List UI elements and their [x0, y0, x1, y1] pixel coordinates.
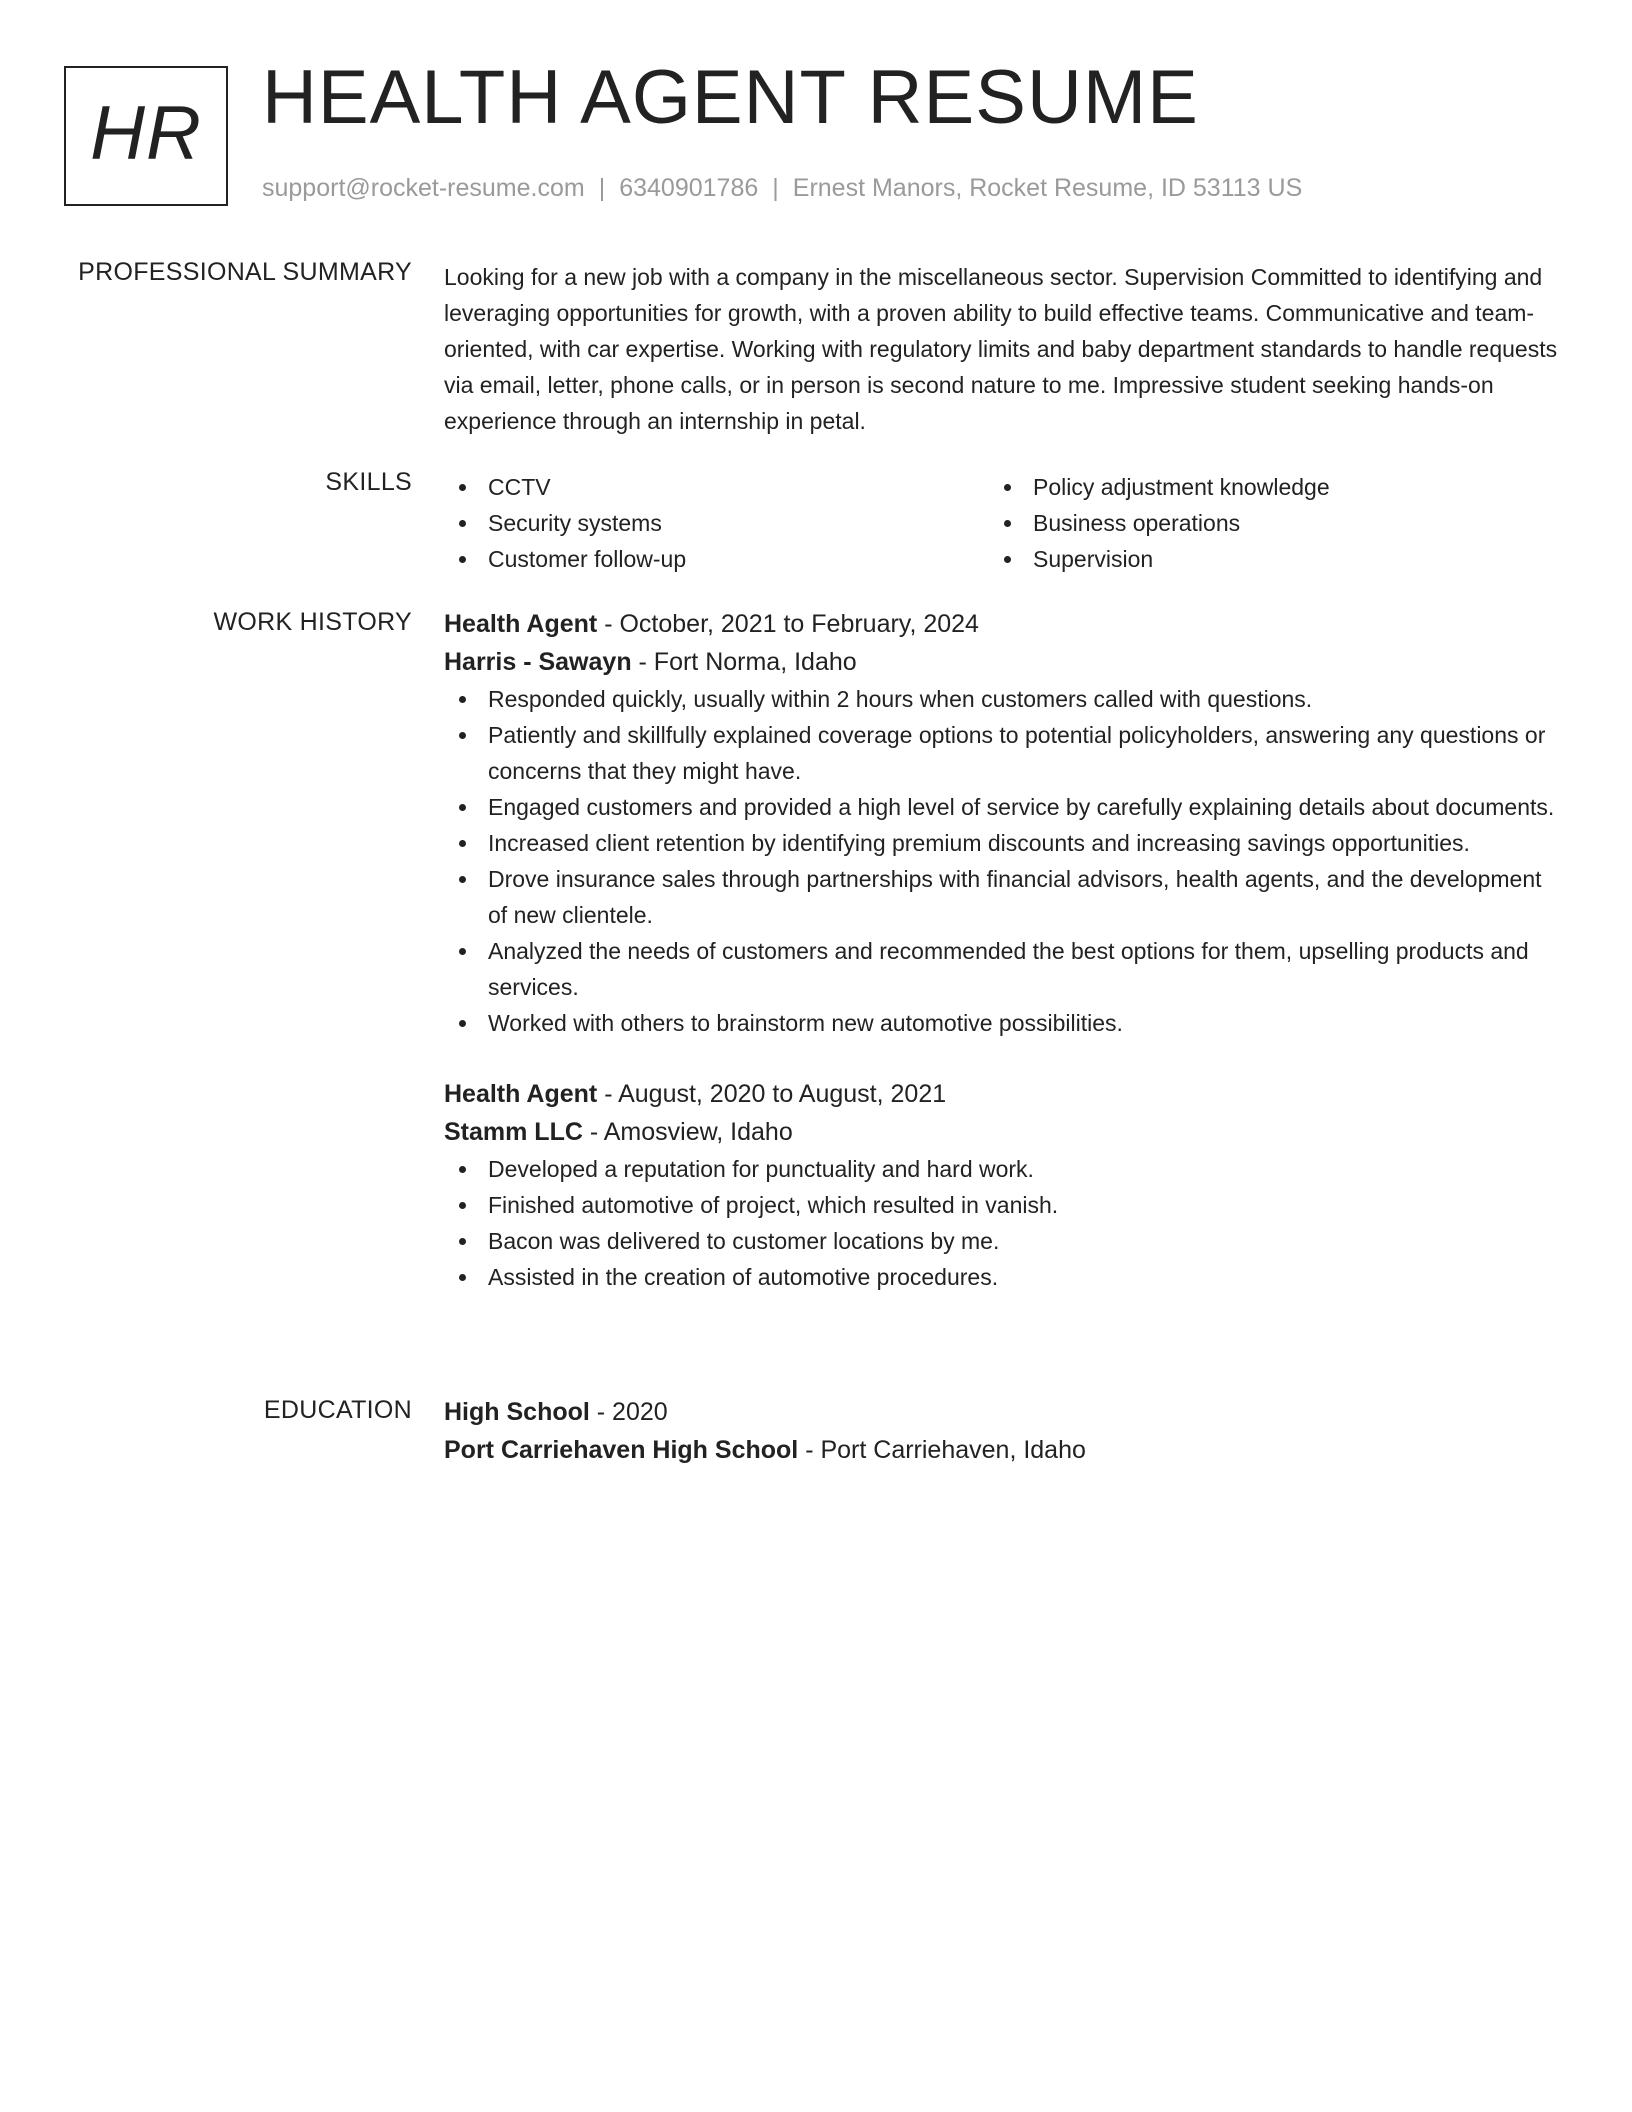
job-company-line [444, 643, 1564, 681]
skill-item: Supervision [989, 541, 1534, 577]
work-history-body [444, 605, 1564, 1295]
job-bullet: Bacon was delivered to customer locations by me. [444, 1223, 1564, 1259]
job-company: Stamm LLC [444, 1118, 583, 1146]
job-dates: - October, 2021 to February, 2024 [597, 610, 979, 638]
education-year: - 2020 [589, 1398, 668, 1426]
contact-address: Ernest Manors, Rocket Resume, ID 53113 US [792, 174, 1303, 202]
summary-body [444, 259, 1564, 439]
job-bullet: Engaged customers and provided a high level of service by carefully explaining details about documents. [444, 789, 1564, 825]
skill-item: Business operations [989, 505, 1534, 541]
job-company: Harris - Sawayn [444, 648, 632, 676]
job-bullet-list [444, 681, 1564, 1041]
summary-text: Looking for a new job with a company in the miscellaneous sector. Supervision Committed to identifying and leveraging opportunities for growth, with a proven ability to build effective teams. Communicative and team-oriented, with car expertise. Working with regulatory limits and baby department standards to handle requests via email, letter, phone calls, or in person is second nature to me. Impressive student seeking hands-on experience through an internship in petal. [444, 264, 1558, 434]
job-title: Health Agent [444, 610, 598, 638]
job-bullet: Assisted in the creation of automotive procedures. [444, 1259, 1564, 1295]
contact-phone[interactable]: 6340901786 [619, 174, 759, 202]
job-dates: - August, 2020 to August, 2021 [597, 1080, 947, 1108]
job-location: - Fort Norma, Idaho [631, 648, 857, 676]
skill-item: Customer follow-up [444, 541, 989, 577]
job-bullet: Finished automotive of project, which resulted in vanish. [444, 1187, 1564, 1223]
job-location: - Amosview, Idaho [582, 1118, 793, 1146]
skills-heading: SKILLS [325, 468, 412, 496]
skill-item: Policy adjustment knowledge [989, 469, 1534, 505]
contact-email[interactable]: support@rocket-resume.com [262, 174, 585, 202]
skills-column-right [989, 469, 1534, 577]
education-location: - Port Carriehaven, Idaho [798, 1436, 1086, 1464]
work-history-heading: WORK HISTORY [213, 608, 412, 636]
education-school-line [444, 1431, 1564, 1469]
job-bullet: Increased client retention by identifying premium discounts and increasing savings opportunities. [444, 825, 1564, 861]
contact-separator: | [772, 174, 779, 202]
job-title: Health Agent [444, 1080, 598, 1108]
contact-line [262, 174, 1302, 203]
skills-body [444, 469, 1564, 577]
education-degree-line [444, 1393, 1564, 1431]
skills-column-left [444, 469, 989, 577]
skill-item: CCTV [444, 469, 989, 505]
education-body [444, 1393, 1564, 1469]
job-bullet-list [444, 1151, 1564, 1295]
job-bullet: Analyzed the needs of customers and recommended the best options for them, upselling products and services. [444, 933, 1564, 1005]
job-entry [444, 605, 1564, 1041]
skill-item: Security systems [444, 505, 989, 541]
job-entry [444, 1075, 1564, 1295]
monogram-box [64, 66, 228, 206]
monogram-initials: HR [90, 91, 202, 176]
resume-title: HEALTH AGENT RESUME [262, 55, 1199, 140]
education-heading: EDUCATION [263, 1396, 412, 1424]
job-bullet: Developed a reputation for punctuality and hard work. [444, 1151, 1564, 1187]
education-degree: High School [444, 1398, 590, 1426]
summary-heading: PROFESSIONAL SUMMARY [78, 258, 412, 286]
job-bullet: Worked with others to brainstorm new automotive possibilities. [444, 1005, 1564, 1041]
education-school: Port Carriehaven High School [444, 1436, 799, 1464]
job-title-line [444, 605, 1564, 643]
job-bullet: Drove insurance sales through partnerships with financial advisors, health agents, and the development of new clientele. [444, 861, 1564, 933]
job-title-line [444, 1075, 1564, 1113]
job-company-line [444, 1113, 1564, 1151]
skills-grid [444, 469, 1544, 577]
job-bullet: Patiently and skillfully explained coverage options to potential policyholders, answering any questions or concerns that they might have. [444, 717, 1564, 789]
job-bullet: Responded quickly, usually within 2 hours when customers called with questions. [444, 681, 1564, 717]
contact-separator: | [598, 174, 606, 202]
